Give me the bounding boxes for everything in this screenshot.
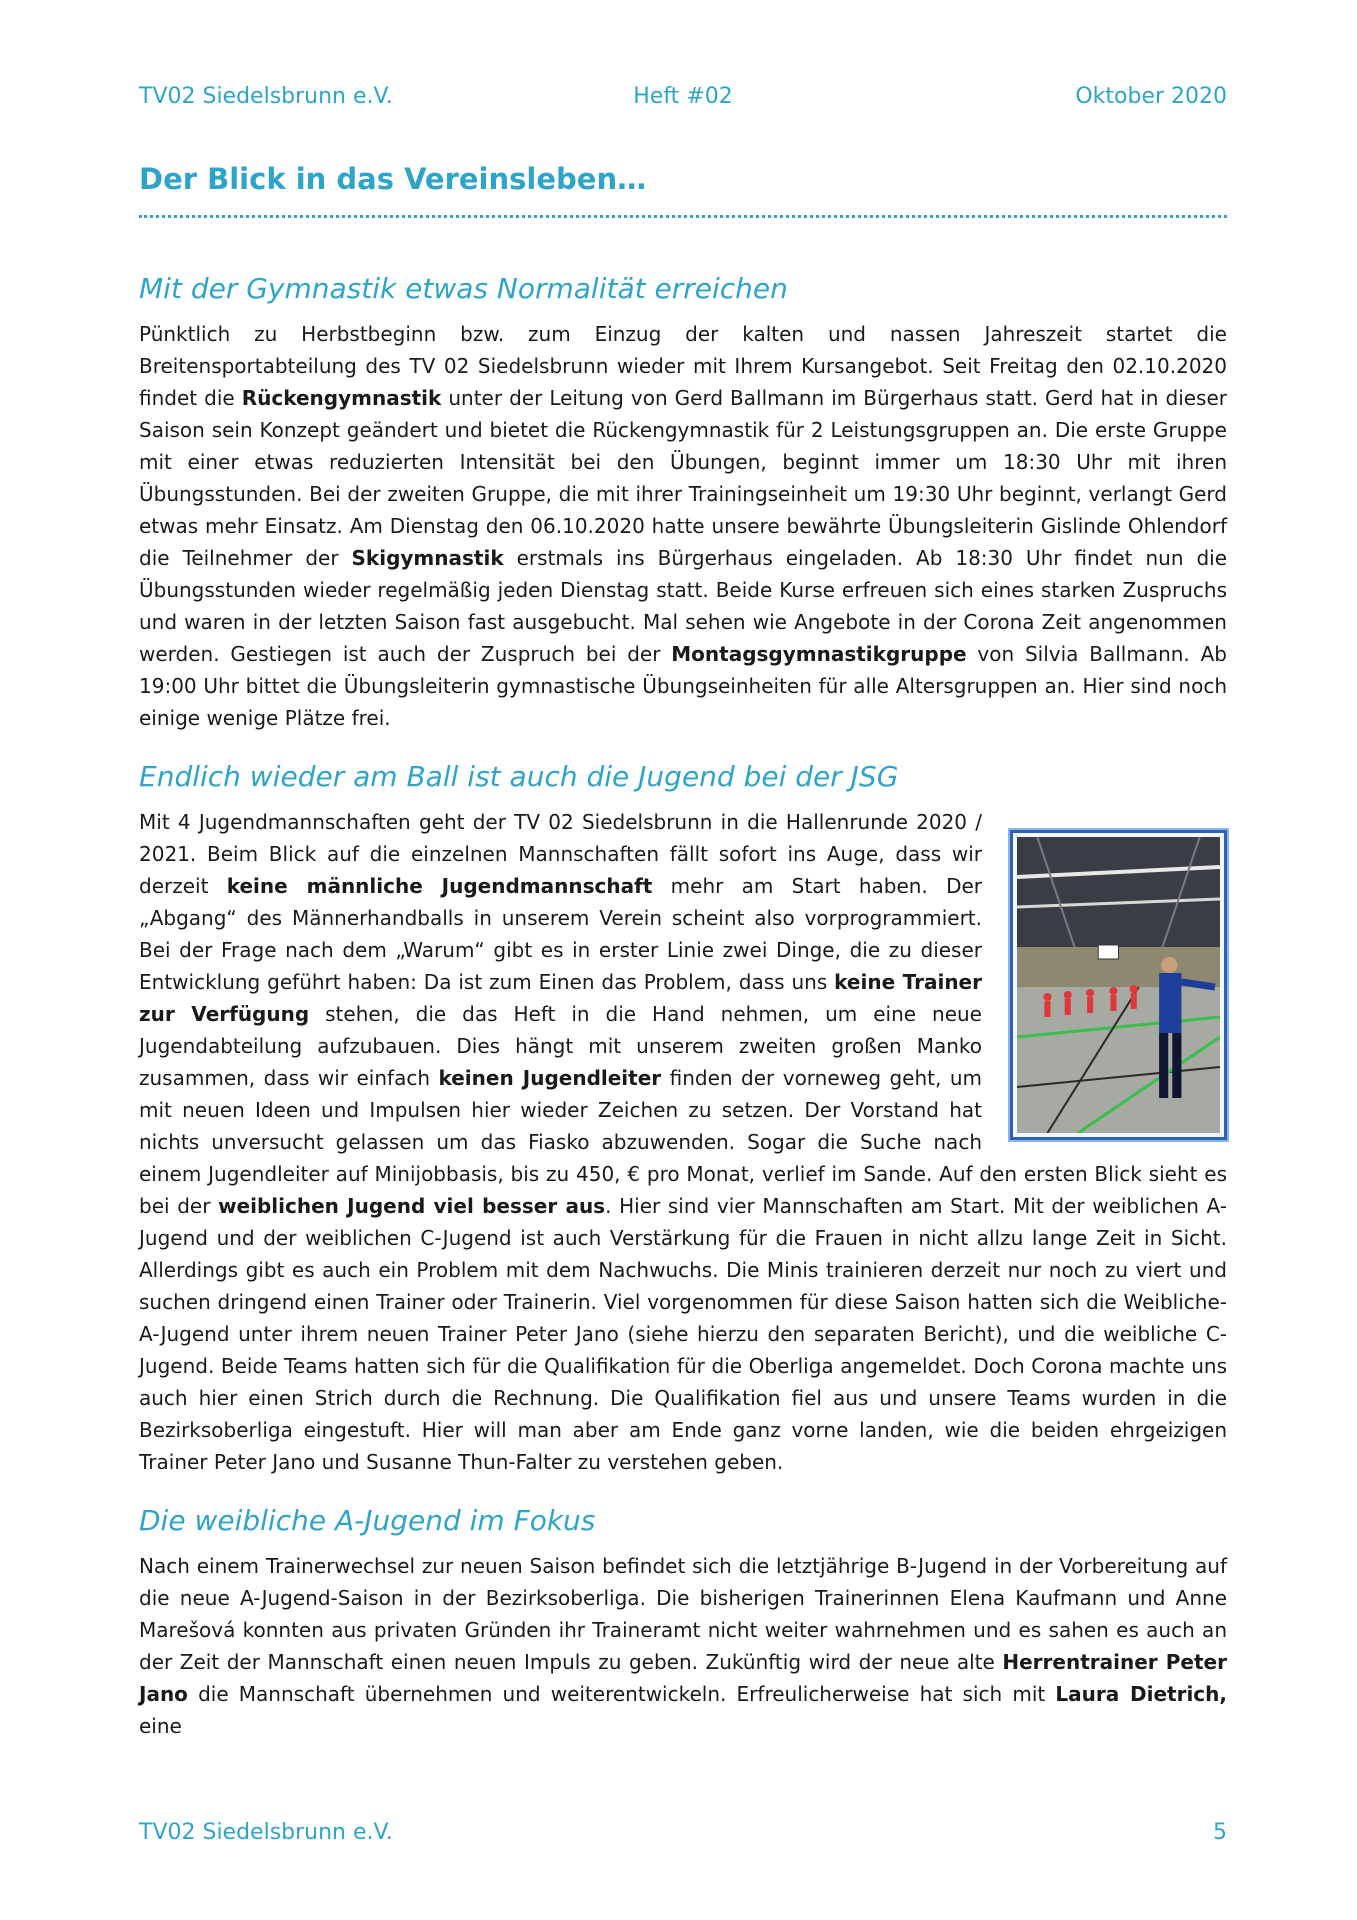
handball-team-photo (1010, 830, 1227, 1140)
page-number: 5 (1213, 1820, 1227, 1845)
header-date: Oktober 2020 (1075, 84, 1227, 109)
section-heading-a-jugend: Die weibliche A-Jugend im Fokus (139, 1504, 596, 1537)
page-title: Der Blick in das Vereinsleben… (139, 162, 647, 196)
dotted-divider (139, 215, 1227, 218)
page-footer (139, 1820, 1227, 1850)
section-heading-jugend: Endlich wieder am Ball ist auch die Jugend bei der JSG (139, 760, 899, 793)
section-heading-gymnastik: Mit der Gymnastik etwas Normalität erreichen (139, 272, 788, 305)
header-issue: Heft #02 (633, 84, 733, 109)
footer-club-name: TV02 Siedelsbrunn e.V. (139, 1820, 393, 1845)
header-club-name: TV02 Siedelsbrunn e.V. (139, 84, 393, 109)
section-text-gymnastik: Pünktlich zu Herbstbeginn bzw. zum Einzug der kalten und nassen Jahreszeit startet die Breitensportabteilung des TV 02 Siedelsbrunn wieder mit Ihrem Kursangebot. Seit Freitag den 02.10.2020 findet die Rückengymnastik unter der Leitung von Gerd Ballmann im Bürgerhaus statt. Gerd hat in dieser Saison sein Konzept geändert und bietet die Rückengymnastik für 2 Leistungsgruppen an. Die erste Gruppe mit einer etwas reduzierten Intensität bei den Übungen, beginnt immer um 18:30 Uhr mit ihren Übungsstunden. Bei der zweiten Gruppe, die mit ihrer Trainingseinheit um 19:30 Uhr beginnt, verlangt Gerd etwas mehr Einsatz. Am Dienstag den 06.10.2020 hatte unsere bewährte Übungsleiterin Gislinde Ohlendorf die Teilnehmer der Skigymnastik erstmals ins Bürgerhaus eingeladen. Ab 18:30 Uhr findet nun die Übungsstunden wieder regelmäßig jeden Dienstag statt. Beide Kurse erfreuen sich eines starken Zuspruchs und waren in der letzten Saison fast ausgebucht. Mal sehen wie Angebote in der Corona Zeit angenommen werden. Gestiegen ist auch der Zuspruch bei der Montagsgymnastikgruppe von Silvia Ballmann. Ab 19:00 Uhr bittet die Übungsleiterin gymnastische Übungseinheiten für alle Altersgruppen an. Hier sind noch einige wenige Plätze frei. (139, 322, 1227, 730)
section-text-a-jugend: Nach einem Trainerwechsel zur neuen Saison befindet sich die letztjährige B-Jugend in der Vorbereitung auf die neue A-Jugend-Saison in der Bezirksoberliga. Die bisherigen Trainerinnen Elena Kaufmann und Anne Marešová konnten aus privaten Gründen ihr Traineramt nicht weiter wahrnehmen und es sahen es auch an der Zeit der Mannschaft einen neuen Impuls zu geben. Zukünftig wird der neue alte Herrentrainer Peter Jano die Mannschaft übernehmen und weiterentwickeln. Erfreulicherweise hat sich mit Laura Dietrich, eine (139, 1554, 1228, 1738)
sports-hall-image (1017, 837, 1220, 1133)
article-content (139, 270, 1227, 1742)
section-text-jugend: Mit 4 Jugendmannschaften geht der TV 02 Siedelsbrunn in die Hallenrunde 2020 / 2021. Beim Blick auf die einzelnen Mannschaften fällt sofort ins Auge, dass wir derzeit keine männliche Jugendmannschaft mehr am Start haben. Der „Abgang“ des Männerhandballs in unserem Verein scheint also vorprogrammiert. Bei der Frage nach dem „Warum“ gibt es in erster Linie zwei Dinge, die zu dieser Entwicklung geführt haben: Da ist zum Einen das Problem, dass uns keine Trainer zur Verfügung stehen, die das Heft in die Hand nehmen, um eine neue Jugendabteilung aufzubauen. Dies hängt mit unserem zweiten großen Manko zusammen, dass wir einfach keinen Jugendleiter finden der vorneweg geht, um mit neuen Ideen und Impulsen hier wieder Zeichen zu setzen. Der Vorstand hat nichts unversucht gelassen um das Fiasko abzuwenden. Sogar die Suche nach einem Jugendleiter auf Minijobbasis, bis zu 450, € pro Monat, verlief im Sande. Auf den ersten Blick sieht es bei der weiblichen Jugend viel besser aus. Hier sind vier Mannschaften am Start. Mit der weiblichen A-Jugend und der weiblichen C-Jugend ist auch Verstärkung für die Frauen in nicht allzu lange Zeit in Sicht. Allerdings gibt es auch ein Problem mit dem Nachwuchs. Die Minis trainieren derzeit nur noch zu viert und suchen dringend einen Trainer oder Trainerin. Viel vorgenommen für diese Saison hatten sich die Weibliche-A-Jugend unter ihrem neuen Trainer Peter Jano (siehe hierzu den separaten Bericht), und die weibliche C-Jugend. Beide Teams hatten sich für die Qualifikation für die Oberliga angemeldet. Doch Corona machte uns auch hier einen Strich durch die Rechnung. Die Qualifikation fiel aus und unsere Teams wurden in die Bezirksoberliga eingestuft. Hier will man aber am Ende ganz vorne landen, wie die beiden ehrgeizigen Trainer Peter Jano und Susanne Thun-Falter zu verstehen geben. (139, 810, 1227, 1474)
page-header (139, 84, 1227, 114)
